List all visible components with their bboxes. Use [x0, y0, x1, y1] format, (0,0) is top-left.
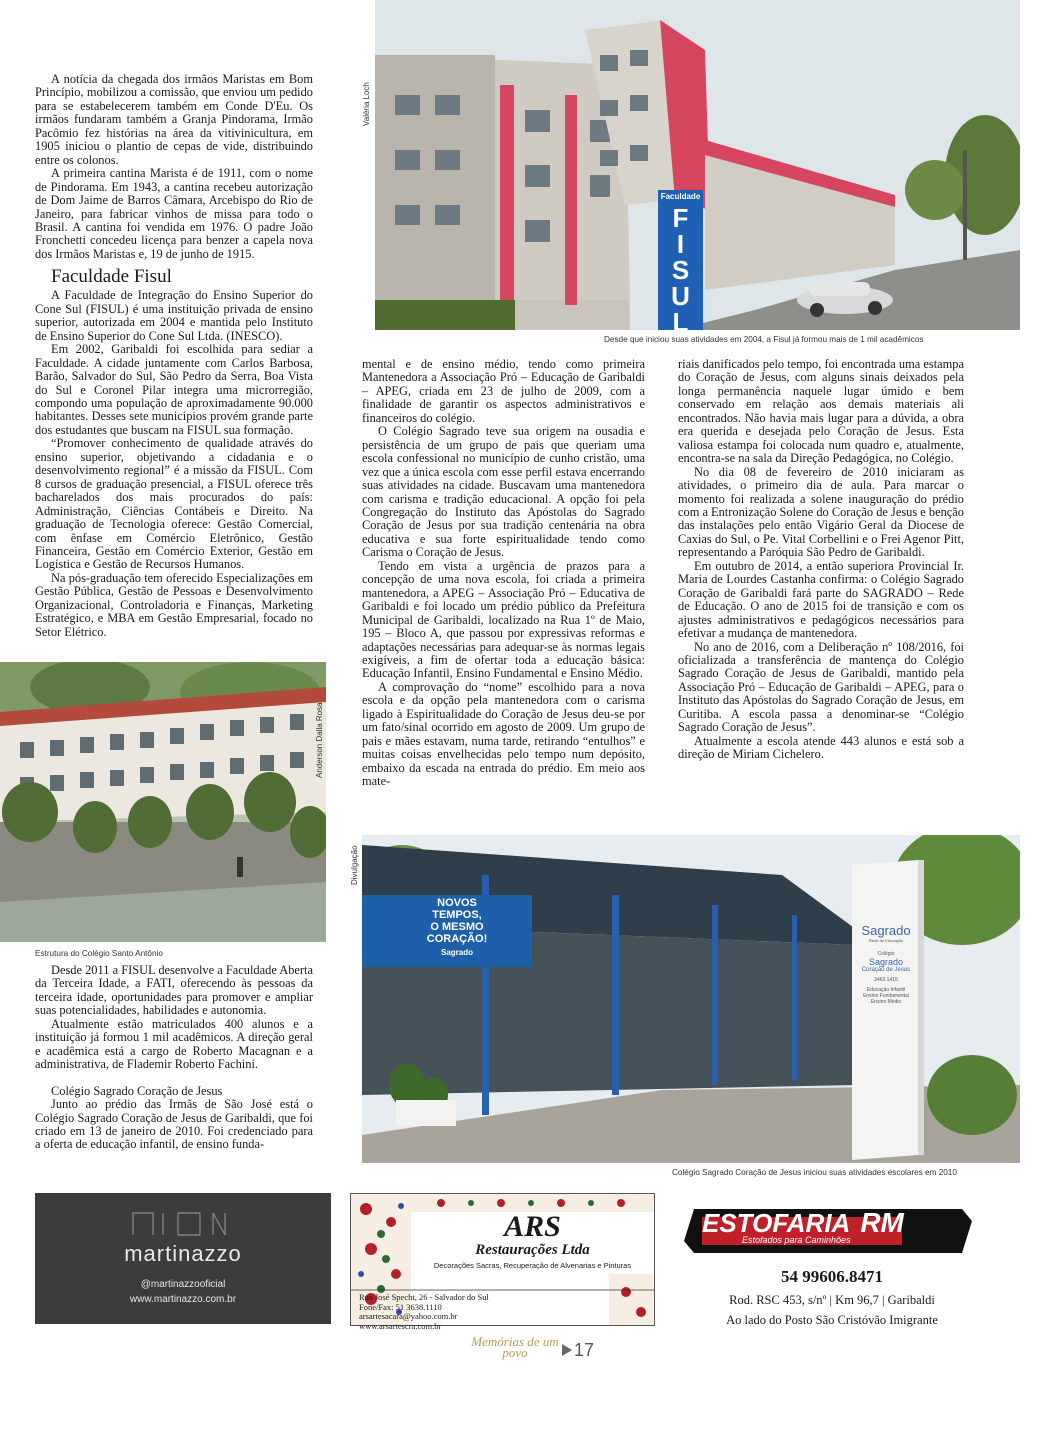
footer	[470, 1332, 600, 1366]
martinazzo-handle: @martinazzooficial	[140, 1279, 226, 1290]
paragraph: A comprovação do “nome” escolhido para a nova escola e da opção pela mantenedora com o carisma ligado à Espiritualidade do Coração de Jesus deu-se por um fato/sinal ocorrido em agosto de 2009. Um grupo de pais e mães estavam, numa tarde, retirando “entulhos” e muitas coisas envelhecidas pelo tempo num depósito, embaixo da escada na entrada do prédio. Em meio aos mate-	[362, 679, 645, 789]
estofaria-brand-wrap	[702, 1207, 972, 1245]
fisul-sign-main: FISUL	[671, 203, 690, 330]
photo-credit-sagrado: Divulgação	[350, 845, 359, 885]
paragraph: A Faculdade de Integração do Ensino Superior do Cone Sul (FISUL) é uma instituição privada de ensino superior, autorizada em 2004 e mantida pelo Instituto de Ensino Superior do Cone Sul Ltda. (INESCO).	[35, 288, 313, 343]
ad-martinazzo[interactable]	[35, 1193, 331, 1324]
paragraph: O Colégio Sagrado teve sua origem na ousadia e persistência de um grupo de pais que queriam uma escola confessional no município de cunho cristão, uma vez que a única escola com esse perfil estava encerrando suas atividades na cidade. Buscavam uma mantenedora com carisma e tradição educacional. A opção foi pela Congregação do Instituto das Apóstolas do Sagrado Coração de Jesus por sua tradição centenária na obra educativa e sua forte espiritualidade tendo como Carisma o Coração de Jesus.	[362, 424, 645, 560]
paragraph: Tendo em vista a urgência de prazos para a concepção de uma nova escola, foi criada a primeira mantenedora, a APEG – Associação Pró – Educativa de Garibaldi e foi locado um prédio público da Prefeitura Municipal de Garibaldi, localizado na Rua 1º de Maio, 195 – Bloco A, que passou por expressivas reformas e adaptações necessárias para adequar-se às normas legais exigíveis, a fim de ofertar toda a educação básica: Educação Infantil, Ensino Fundamental e Ensino Médio.	[362, 558, 645, 681]
sign-name2: Coração de Jesus	[861, 967, 911, 973]
paragraph: A notícia da chegada dos irmãos Maristas em Bom Princípio, mobilizou a comissão, que enviou um pedido para se estabelecerem também em Conde D'Eu. Os irmãos fundaram também a Granja Pindorama, Irmão Pacômio fez histórias na área da vitivinicultura, em 1905 iniciou o plantio de cepas de vide, distribuindo entre os colonos.	[35, 72, 313, 167]
sign-line: Educação Infantil	[866, 987, 906, 993]
santo-antonio-photo	[0, 662, 326, 942]
sagrado-photo	[362, 835, 1020, 1163]
ars-site[interactable]: www.arsartescra.com.br	[359, 1320, 442, 1331]
estofaria-address: Rod. RSC 453, s/nº | Km 96,7 | Garibaldi	[729, 1293, 935, 1307]
memorias-logo: Memórias de um povo	[471, 1334, 559, 1360]
ars-name: ARS	[504, 1210, 561, 1243]
left-column-top	[35, 73, 313, 639]
paragraph: No ano de 2016, com a Deliberação nº 108/2016, foi oficializada a transferência de mantença do Colégio Sagrado Coração de Jesus de Garibaldi, mantido pela Associação Pró – Educação de Garibaldi – APEG, para o Instituto das Apóstolas do Sagrado Coração de Jesus, em Curitiba. A escola passa a denominar-se “Colégio Sagrado Coração de Jesus”.	[678, 639, 964, 735]
ars-subtitle: Restaurações Ltda	[475, 1242, 590, 1258]
photo-credit-fisul: Valéria Loch	[362, 82, 371, 126]
sign-sub: Rede de Educação	[868, 938, 904, 943]
section-heading: Faculdade Fisul	[51, 266, 172, 288]
paragraph: A primeira cantina Marista é de 1911, com o nome de Pindorama. Em 1943, a cantina recebeu autorização de Dom Jaime de Barros Câmara, Arcebispo do Rio de Janeiro, para fabricar vinhos de missa para todo o Brasil. A cantina foi vendida em 1976. O padre João Fronchetti concedeu licença para benzer a capela nova dos Irmãos Maristas e, 19 de junho de 1915.	[35, 166, 313, 261]
estofaria-location: Ao lado do Posto São Cristóvão Imigrante	[726, 1313, 938, 1327]
paragraph: Atualmente estão matriculados 400 alunos e a instituição já formou 1 mil acadêmicos. A direção geral e acadêmica está a cargo de Roberto Macagnan e a administrativa, de Flademir Roberto Fachini.	[35, 1016, 313, 1072]
martinazzo-logo-icon	[83, 1207, 283, 1237]
photo-caption-fisul: Desde que iniciou suas atividades em 2004, a Fisul já formou mais de 1 mil acadêmicos	[604, 335, 924, 344]
banner-line: NOVOS	[437, 897, 477, 909]
sign-colegio: Colégio	[877, 951, 895, 957]
martinazzo-brand: martinazzo	[124, 1241, 242, 1266]
ars-tagline: Decorações Sacras, Recuperação de Alvenarias e Pinturas	[433, 1261, 632, 1270]
paragraph: riais danificados pelo tempo, foi encontrada uma estampa do Coração de Jesus, com alguns sinais deixados pela longa permanência naquele lugar úmido e bem conservado em relação aos demais materiais ali encontrados. Não havia mais lugar para a dúvida, a obra era querida e desejada pelo Coração de Jesus. Esta valiosa estampa foi colocada num quadro e, atualmente, encontra-se na sala da Direção Pedagógica, no Colégio.	[678, 357, 964, 466]
sign-line: Ensino Fundamental	[863, 993, 909, 999]
right-column	[678, 358, 964, 762]
paragraph: Em outubro de 2014, a então superiora Provincial Ir. Maria de Lourdes Castanha confirma: o Colégio Sagrado Coração de Garibaldi fará parte do SAGRADO – Rede de Educação. O ano de 2015 foi de transição e com os ajustes administrativos e pedagógicos necessários para efetivar a mudança de mantenedora.	[678, 558, 964, 641]
estofaria-phone: 54 99606.8471	[781, 1267, 883, 1286]
estofaria-rm: RM	[860, 1207, 904, 1238]
left-column-bottom	[35, 964, 313, 1152]
ars-email[interactable]: arsartesacara@yahoo.com.br	[359, 1311, 458, 1321]
banner-line: TEMPOS,	[432, 909, 482, 921]
sign-line: Ensino Médio	[870, 999, 902, 1005]
paragraph: Desde 2011 a FISUL desenvolve a Faculdade Aberta da Terceira Idade, a FATI, oferecendo às pessoas da terceira idade, oportunidades para promover e ampliar suas potencialidades, habilidades e autonomia.	[35, 963, 313, 1018]
sign-name: Sagrado	[868, 957, 904, 967]
ad-estofaria[interactable]	[672, 1193, 992, 1333]
ad-ars[interactable]	[350, 1193, 655, 1331]
banner-brand: Sagrado	[440, 948, 473, 957]
sagrado-banner	[392, 897, 522, 959]
photo-caption-sagrado: Colégio Sagrado Coração de Jesus iniciou suas atividades escolares em 2010	[672, 1168, 957, 1177]
banner-line: CORAÇÃO!	[426, 933, 488, 945]
paragraph: No dia 08 de fevereiro de 2010 iniciaram as atividades, o primeiro dia de aula. Para marcar o momento foi realizada a solene inauguração do prédio com a Entronização Solene do Coração de Jesus e benção das instalações pelo então Vigário Geral da Diocese de Caxias do Sul, o Pe. Vital Corbellini e o Frei Agenor Pitt, representando a Paróquia São Pedro de Garibaldi.	[678, 464, 964, 560]
ars-phone: Fone/Fax: 51 3638.1110	[359, 1301, 442, 1312]
middle-column	[362, 358, 645, 789]
estofaria-slogan: Estofados para Caminhões	[742, 1235, 851, 1245]
photo-credit-santo-antonio: Anderson Dalla Rosa	[315, 702, 324, 778]
ars-address: Rua José Specht, 26 - Salvador do Sul	[359, 1292, 489, 1302]
estofaria-brand: ESTOFARIA	[702, 1208, 851, 1238]
paragraph: “Promover conhecimento de qualidade através do ensino superior, objetivando a cidadania e o desenvolvimento regional” é a missão da FISUL. Com 8 cursos de graduação presencial, a FISUL oferece três bacharelados dos mais procurados do país: Administração, Ciências Contábeis e Direito. Na graduação de Tecnologia oferece: Gestão Comercial, com ênfase em Comércio Eletrônico, Gestão Financeira, Gestão em Comércio Exterior, Gestão em Logística e Gestão de Recursos Humanos.	[35, 436, 313, 572]
paragraph: Atualmente a escola atende 443 alunos e está sob a direção de Miriam Cichelero.	[678, 733, 964, 762]
paragraph: Na pós-graduação tem oferecido Especializações em Gestão Pública, Gestão de Pessoas e Desenvolvimento Organizacional, Controladoria e Finanças, Marketing Estratégico, e MBA em Gestão Empresarial, focado no Setor Elétrico.	[35, 570, 313, 639]
fisul-sign-label	[658, 192, 703, 330]
paragraph: Em 2002, Garibaldi foi escolhida para sediar a Faculdade. A cidade juntamente com Carlos Barbosa, Barão, Salvador do Sul, São Pedro da Serra, Boa Vista do Sul e Coronel Pilar integra uma microrregião, compondo uma população de aproximadamente 90.000 habitantes. Desses sete municípios provém grande parte dos estudantes que buscam na FISUL sua formação.	[35, 342, 313, 437]
banner-line: O MESMO	[430, 921, 484, 933]
sign-phone: 3462.1415	[874, 977, 898, 983]
sign-brand: Sagrado	[861, 923, 911, 938]
play-arrow-icon	[562, 1344, 572, 1356]
fisul-photo	[375, 0, 1020, 330]
paragraph: Junto ao prédio das Irmãs de São José está o Colégio Sagrado Coração de Jesus de Garibaldi, que foi criado em 13 de janeiro de 2010. Foi credenciado para a oferta de educação infantil, de ensino funda-	[35, 1097, 313, 1152]
photo-caption-santo-antonio: Estrutura do Colégio Santo Antônio	[35, 949, 163, 958]
paragraph: mental e de ensino médio, tendo como primeira Mantenedora a Associação Pró – Educação de Garibaldi – APEG, criada em 23 de julho de 2009, com a finalidade de garantir os aspectos administrativos e financeiros do colégio.	[362, 357, 645, 425]
page-number: 17	[574, 1340, 595, 1360]
paragraph: Colégio Sagrado Coração de Jesus	[51, 1083, 223, 1098]
sagrado-sign	[856, 923, 916, 1005]
martinazzo-site: www.martinazzo.com.br	[129, 1294, 237, 1305]
fisul-sign-top: Faculdade	[660, 192, 701, 201]
ars-contact	[359, 1293, 489, 1331]
